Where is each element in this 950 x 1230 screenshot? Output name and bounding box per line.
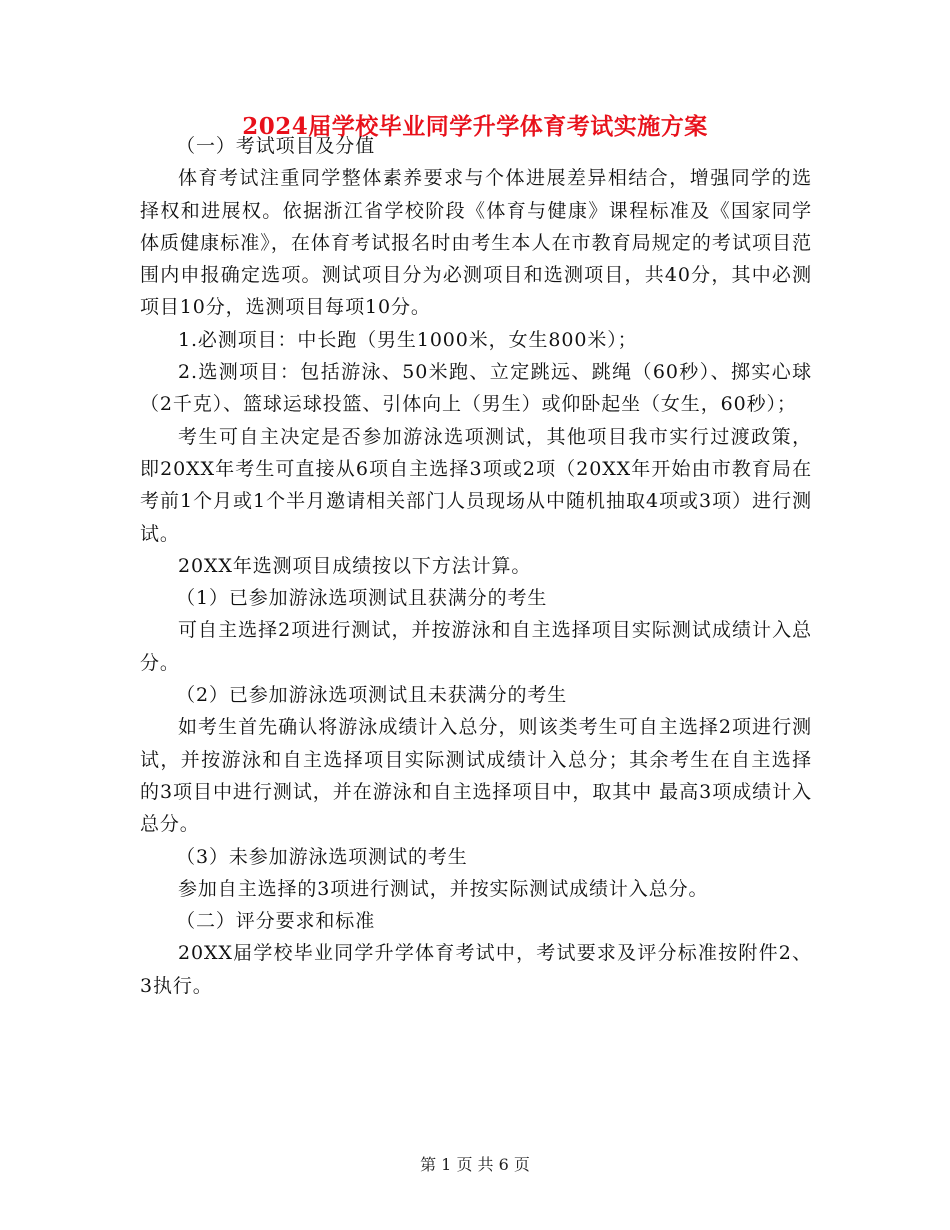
paragraph: 2.选测项目：包括游泳、50米跑、立定跳远、跳绳（60秒）、掷实心球（2千克）、篮球运球投篮、引体向上（男生）或仰卧起坐（女生，60秒）； bbox=[140, 361, 812, 416]
section-heading: （一）考试项目及分值 bbox=[176, 135, 376, 157]
paragraph: 可自主选择2项进行测试，并按游泳和自主选择项目实际测试成绩计入总分。 bbox=[140, 619, 812, 674]
subsection-heading: （3）未参加游泳选项测试的考生 bbox=[176, 845, 468, 868]
document-body bbox=[140, 130, 812, 1002]
paragraph: 1.必测项目：中长跑（男生1000米，女生800米）； bbox=[178, 328, 638, 351]
paragraph: 体育考试注重同学整体素养要求与个体进展差异相结合，增强同学的选择权和进展权。依据浙江省学校阶段《体育与健康》课程标准及《国家同学体质健康标准》，在体育考试报名时由考生本人在市教育局规定的考试项目范围内申报确定选项。测试项目分为必测项目和选测项目，共40分，其中必测项目10分，选测项目每项10分。 bbox=[140, 167, 812, 319]
subsection-heading: （1）已参加游泳选项测试且获满分的考生 bbox=[176, 587, 548, 610]
document-title: 2024届学校毕业同学升学体育考试实施方案 bbox=[242, 113, 708, 140]
paragraph: 20XX年选测项目成绩按以下方法计算。 bbox=[178, 554, 532, 577]
paragraph: 20XX届学校毕业同学升学体育考试中，考试要求及评分标准按附件2、3执行。 bbox=[140, 942, 812, 997]
page-footer: 第 1 页 共 6 页 bbox=[420, 1155, 530, 1174]
paragraph: 如考生首先确认将游泳成绩计入总分，则该类考生可自主选择2项进行测试，并按游泳和自主选择项目实际测试成绩计入总分；其余考生在自主选择的3项目中进行测试，并在游泳和自主选择项目中，取其中 最高3项成绩计入总分。 bbox=[140, 716, 812, 836]
paragraph: 考生可自主决定是否参加游泳选项测试，其他项目我市实行过渡政策，即20XX年考生可直接从6项自主选择3项或2项（20XX年开始由市教育局在考前1个月或1个半月邀请相关部门人员现场从中随机抽取4项或3项）进行测试。 bbox=[140, 425, 812, 545]
paragraph: 参加自主选择的3项进行测试，并按实际测试成绩计入总分。 bbox=[178, 877, 709, 900]
subsection-heading: （2）已参加游泳选项测试且未获满分的考生 bbox=[176, 684, 568, 707]
section-heading: （二）评分要求和标准 bbox=[176, 910, 376, 933]
